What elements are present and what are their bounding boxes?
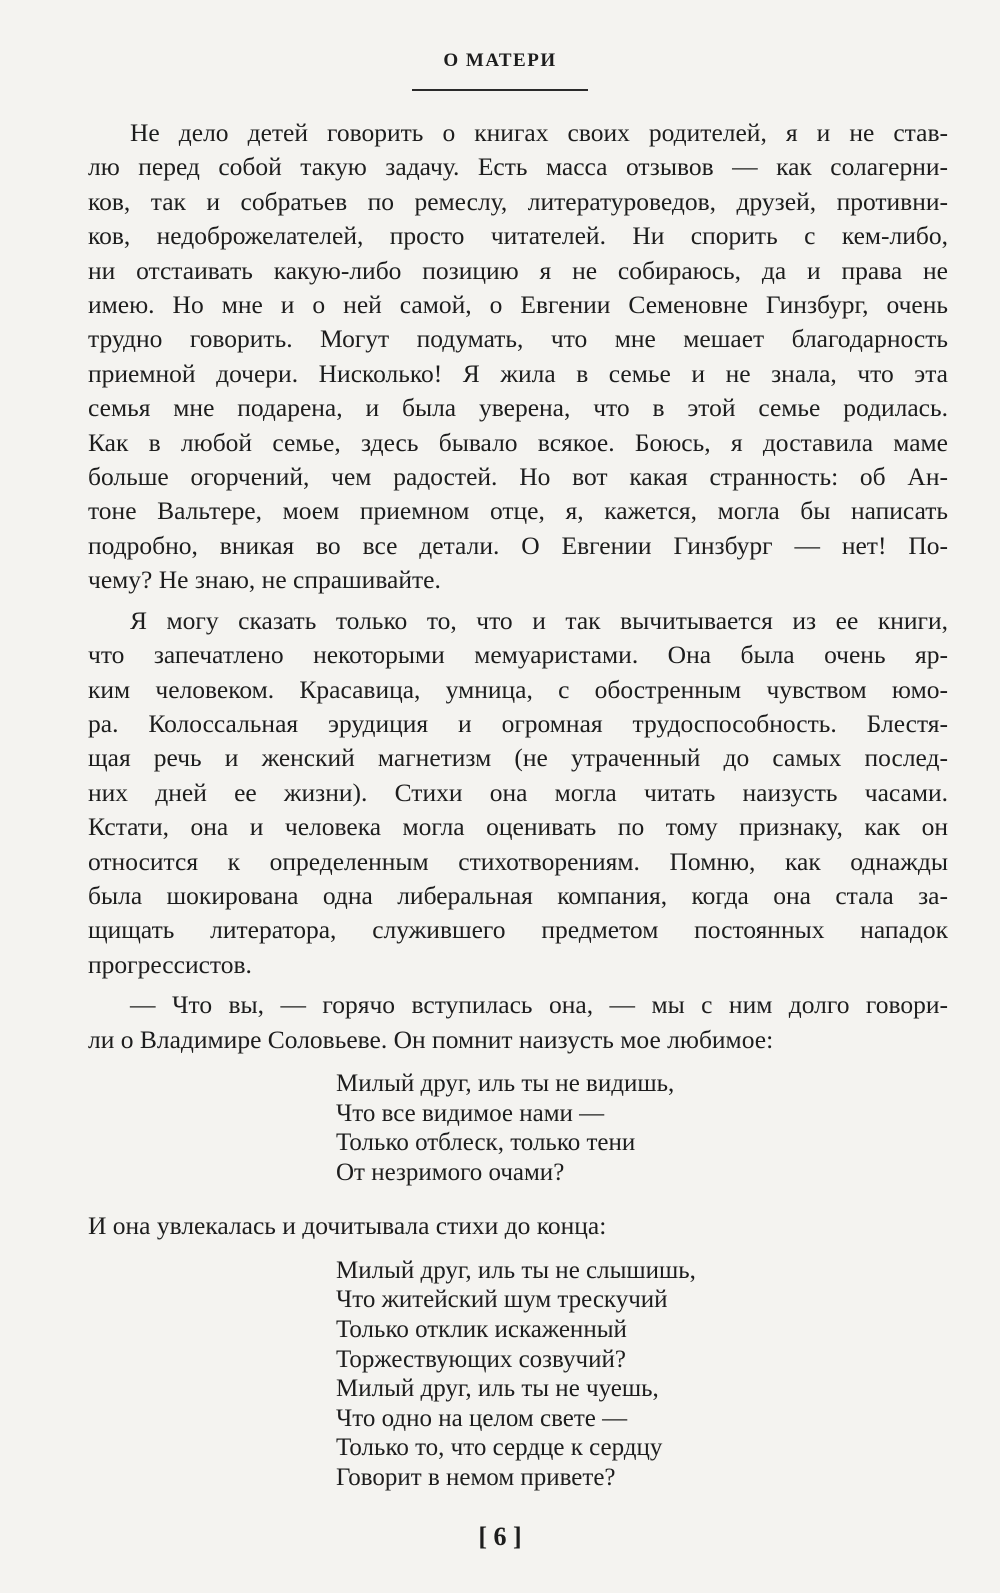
text-line: Кстати, она и человека могла оценивать по тому признаку, как он [88,812,948,842]
paragraph-3 [88,988,948,1057]
verse-line: Что одно на целом свете — [336,1404,628,1432]
verse-line: Что все видимое нами — [336,1099,605,1127]
text-line: ра. Колоссальная эрудиция и огромная трудоспособность. Блестя- [88,708,948,738]
text-line: имею. Но мне и о ней самой, о Евгении Семеновне Гинзбург, очень [88,290,948,320]
text-line: лю перед собой такую задачу. Есть масса отзывов — как солагерни- [88,152,948,182]
verse-line: Милый друг, иль ты не чуешь, [336,1375,659,1403]
text-line: Я могу сказать только то, что и так вычитывается из ее книги, [130,605,948,635]
verse-line: Говорит в немом привете? [336,1463,616,1491]
text-line: что запечатлено некоторыми мемуаристами. Она была очень яр- [88,640,948,670]
text-line: Как в любой семье, здесь бывало всякое. Боюсь, я доставила маме [88,427,948,457]
verse-line: Торжествующих созвучий? [336,1345,626,1373]
text-line: Не дело детей говорить о книгах своих родителей, я и не став- [130,118,948,147]
text-line: больше огорчений, чем радостей. Но вот какая странность: об Ан- [88,462,948,492]
text-line: них дней ее жизни). Стихи она могла читать наизусть часами. [88,777,948,807]
paragraph-4 [88,1209,948,1243]
verse-line: Милый друг, иль ты не видишь, [336,1069,675,1097]
body-text [88,116,948,1515]
text-line: ков, недоброжелателей, просто читателей. Ни спорить с кем-либо, [88,221,948,251]
verse-line: Только то, что сердце к сердцу [336,1434,663,1462]
verse-line: Милый друг, иль ты не слышишь, [336,1256,696,1284]
verse-line: От незримого очами? [336,1158,565,1186]
text-line: ни отстаивать какую-либо позицию я не собираюсь, да и права не [88,255,948,285]
text-line: ким человеком. Красавица, умница, с обостренным чувством юмо- [88,674,948,704]
running-head-title: О МАТЕРИ [443,50,557,71]
running-head-rule [412,89,588,91]
text-line: щая речь и женский магнетизм (не утраченный до самых послед- [88,743,948,773]
text-line: была шокирована одна либеральная компания, когда она стала за- [88,880,948,910]
text-line: ков, так и собратьев по ремеслу, литературоведов, друзей, противни- [88,186,948,216]
text-line: семья мне подарена, и была уверена, что в этой семье родилась. [88,393,948,423]
verse-line: Только отклик искаженный [336,1315,627,1343]
verse-stanza-2 [336,1256,948,1493]
verse-line: Что житейский шум трескучий [336,1286,668,1314]
text-line: чему? Не знаю, не спрашивайте. [88,565,441,595]
text-line: ли о Владимире Соловьеве. Он помнит наизусть мое любимое: [88,1024,774,1054]
text-line: приемной дочери. Нисколько! Я жила в семье и не знала, что эта [88,358,948,388]
text-line: щищать литератора, служившего предметом постоянных нападок [88,915,948,945]
text-line: И она увлекалась и дочитывала стихи до конца: [88,1211,607,1241]
text-line: трудно говорить. Могут подумать, что мне мешает благодарность [88,324,948,354]
text-line: подробно, вникая во все детали. О Евгении Гинзбург — нет! По- [88,530,948,560]
verse-line: Только отблеск, только тени [336,1129,636,1157]
paragraph-1 [88,116,948,598]
text-line: относится к определенным стихотворениям. Помню, как однажды [88,846,948,876]
text-line: тоне Вальтере, моем приемном отце, я, кажется, могла бы написать [88,496,948,526]
text-line: — Что вы, — горячо вступилась она, — мы с ним долго говори- [130,990,948,1020]
verse-stanza-1 [336,1069,948,1187]
page-number: [ 6 ] [478,1522,522,1551]
text-line: прогрессистов. [88,949,252,979]
paragraph-2 [88,604,948,982]
